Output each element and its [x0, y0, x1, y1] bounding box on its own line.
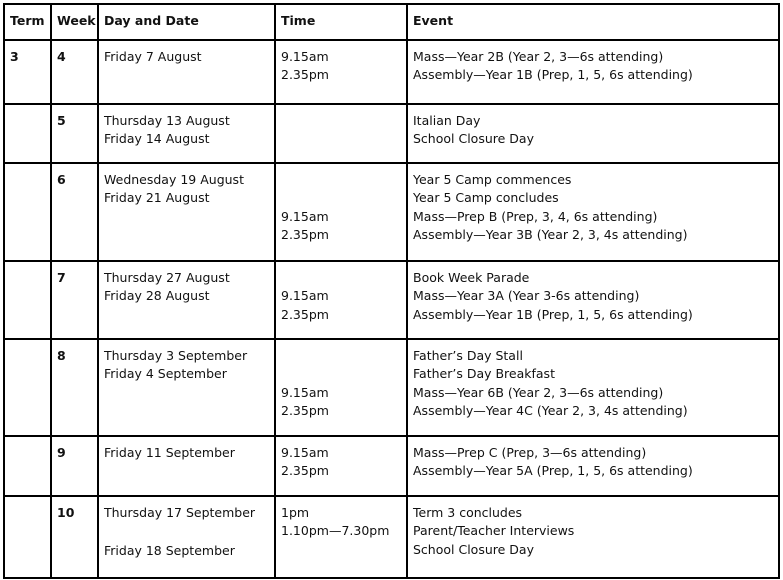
day-line: Friday 28 August	[104, 288, 210, 304]
header-term: Term	[4, 4, 51, 40]
day-line: Friday 18 September	[104, 542, 235, 558]
week-cell: 9	[51, 436, 98, 496]
event-cell	[407, 104, 779, 163]
event-cell	[407, 40, 779, 104]
day-cell	[98, 436, 275, 496]
event-line: Book Week Parade	[413, 270, 530, 285]
term-cell	[4, 104, 51, 163]
event-cell	[407, 339, 779, 436]
time-line: 2.35pm	[281, 463, 329, 479]
day-line: Friday 21 August	[104, 190, 210, 206]
term-calendar-table	[3, 3, 780, 579]
table-row	[4, 163, 779, 261]
time-line: 1.10pm—7.30pm	[281, 523, 390, 539]
time-line: 2.35pm	[281, 226, 329, 242]
event-line: Year 5 Camp commences	[413, 172, 572, 187]
time-cell	[275, 436, 407, 496]
day-cell	[98, 496, 275, 578]
header-event: Event	[407, 4, 779, 40]
time-cell	[275, 104, 407, 163]
term-cell: 3	[4, 40, 51, 104]
event-line: Assembly—Year 3B (Year 2, 3, 4s attending)	[413, 226, 688, 242]
header-time: Time	[275, 4, 407, 40]
event-line: Father’s Day Stall	[413, 348, 523, 363]
day-line: Thursday 27 August	[104, 270, 230, 285]
event-cell	[407, 496, 779, 578]
time-cell	[275, 163, 407, 261]
day-line: Thursday 3 September	[104, 348, 248, 363]
week-cell: 7	[51, 261, 98, 339]
time-line: 9.15am	[281, 384, 329, 400]
event-line: Mass—Year 2B (Year 2, 3—6s attending)	[413, 49, 664, 64]
term-cell	[4, 163, 51, 261]
week-cell: 6	[51, 163, 98, 261]
day-cell	[98, 104, 275, 163]
event-line: Mass—Year 3A (Year 3-6s attending)	[413, 288, 640, 304]
day-cell	[98, 261, 275, 339]
term-cell	[4, 339, 51, 436]
header-day-and-date: Day and Date	[98, 4, 275, 40]
event-line: Year 5 Camp concludes	[413, 190, 559, 206]
day-cell	[98, 163, 275, 261]
event-line: School Closure Day	[413, 131, 534, 147]
day-line: Wednesday 19 August	[104, 172, 244, 187]
event-line: Assembly—Year 1B (Prep, 1, 5, 6s attending)	[413, 67, 693, 83]
week-cell: 8	[51, 339, 98, 436]
event-line: Italian Day	[413, 113, 481, 128]
time-cell	[275, 496, 407, 578]
time-line: 9.15am	[281, 49, 329, 64]
time-line: 9.15am	[281, 208, 329, 224]
table-row	[4, 436, 779, 496]
event-line: Mass—Prep C (Prep, 3—6s attending)	[413, 445, 647, 460]
term-cell	[4, 496, 51, 578]
week-cell: 5	[51, 104, 98, 163]
event-line: Mass—Prep B (Prep, 3, 4, 6s attending)	[413, 208, 658, 224]
event-line: Assembly—Year 5A (Prep, 1, 5, 6s attending)	[413, 463, 693, 479]
header-week: Week	[51, 4, 98, 40]
term-cell	[4, 436, 51, 496]
table-row	[4, 496, 779, 578]
event-cell	[407, 261, 779, 339]
time-cell	[275, 339, 407, 436]
event-line: Parent/Teacher Interviews	[413, 523, 575, 539]
event-line: Assembly—Year 1B (Prep, 1, 5, 6s attending)	[413, 306, 693, 322]
day-line: Friday 14 August	[104, 131, 210, 147]
event-line: Term 3 concludes	[413, 505, 523, 520]
event-cell	[407, 163, 779, 261]
time-line: 9.15am	[281, 288, 329, 304]
day-cell	[98, 40, 275, 104]
week-cell: 4	[51, 40, 98, 104]
day-line: Thursday 17 September	[104, 505, 256, 520]
time-line: 2.35pm	[281, 67, 329, 83]
day-line: Friday 7 August	[104, 49, 202, 64]
day-line: Friday 11 September	[104, 445, 235, 460]
time-cell	[275, 40, 407, 104]
table-row	[4, 261, 779, 339]
day-line: Friday 4 September	[104, 366, 227, 382]
day-line: Thursday 13 August	[104, 113, 230, 128]
day-cell	[98, 339, 275, 436]
time-line: 2.35pm	[281, 306, 329, 322]
time-cell	[275, 261, 407, 339]
time-line: 1pm	[281, 505, 310, 520]
event-line: Assembly—Year 4C (Year 2, 3, 4s attending)	[413, 402, 688, 418]
event-line: School Closure Day	[413, 541, 534, 557]
week-cell: 10	[51, 496, 98, 578]
header-row	[4, 4, 779, 40]
event-line: Mass—Year 6B (Year 2, 3—6s attending)	[413, 384, 664, 400]
event-line: Father’s Day Breakfast	[413, 366, 555, 382]
event-cell	[407, 436, 779, 496]
time-line: 2.35pm	[281, 402, 329, 418]
table-row	[4, 104, 779, 163]
table-row	[4, 339, 779, 436]
table-row	[4, 40, 779, 104]
term-cell	[4, 261, 51, 339]
time-line: 9.15am	[281, 445, 329, 460]
